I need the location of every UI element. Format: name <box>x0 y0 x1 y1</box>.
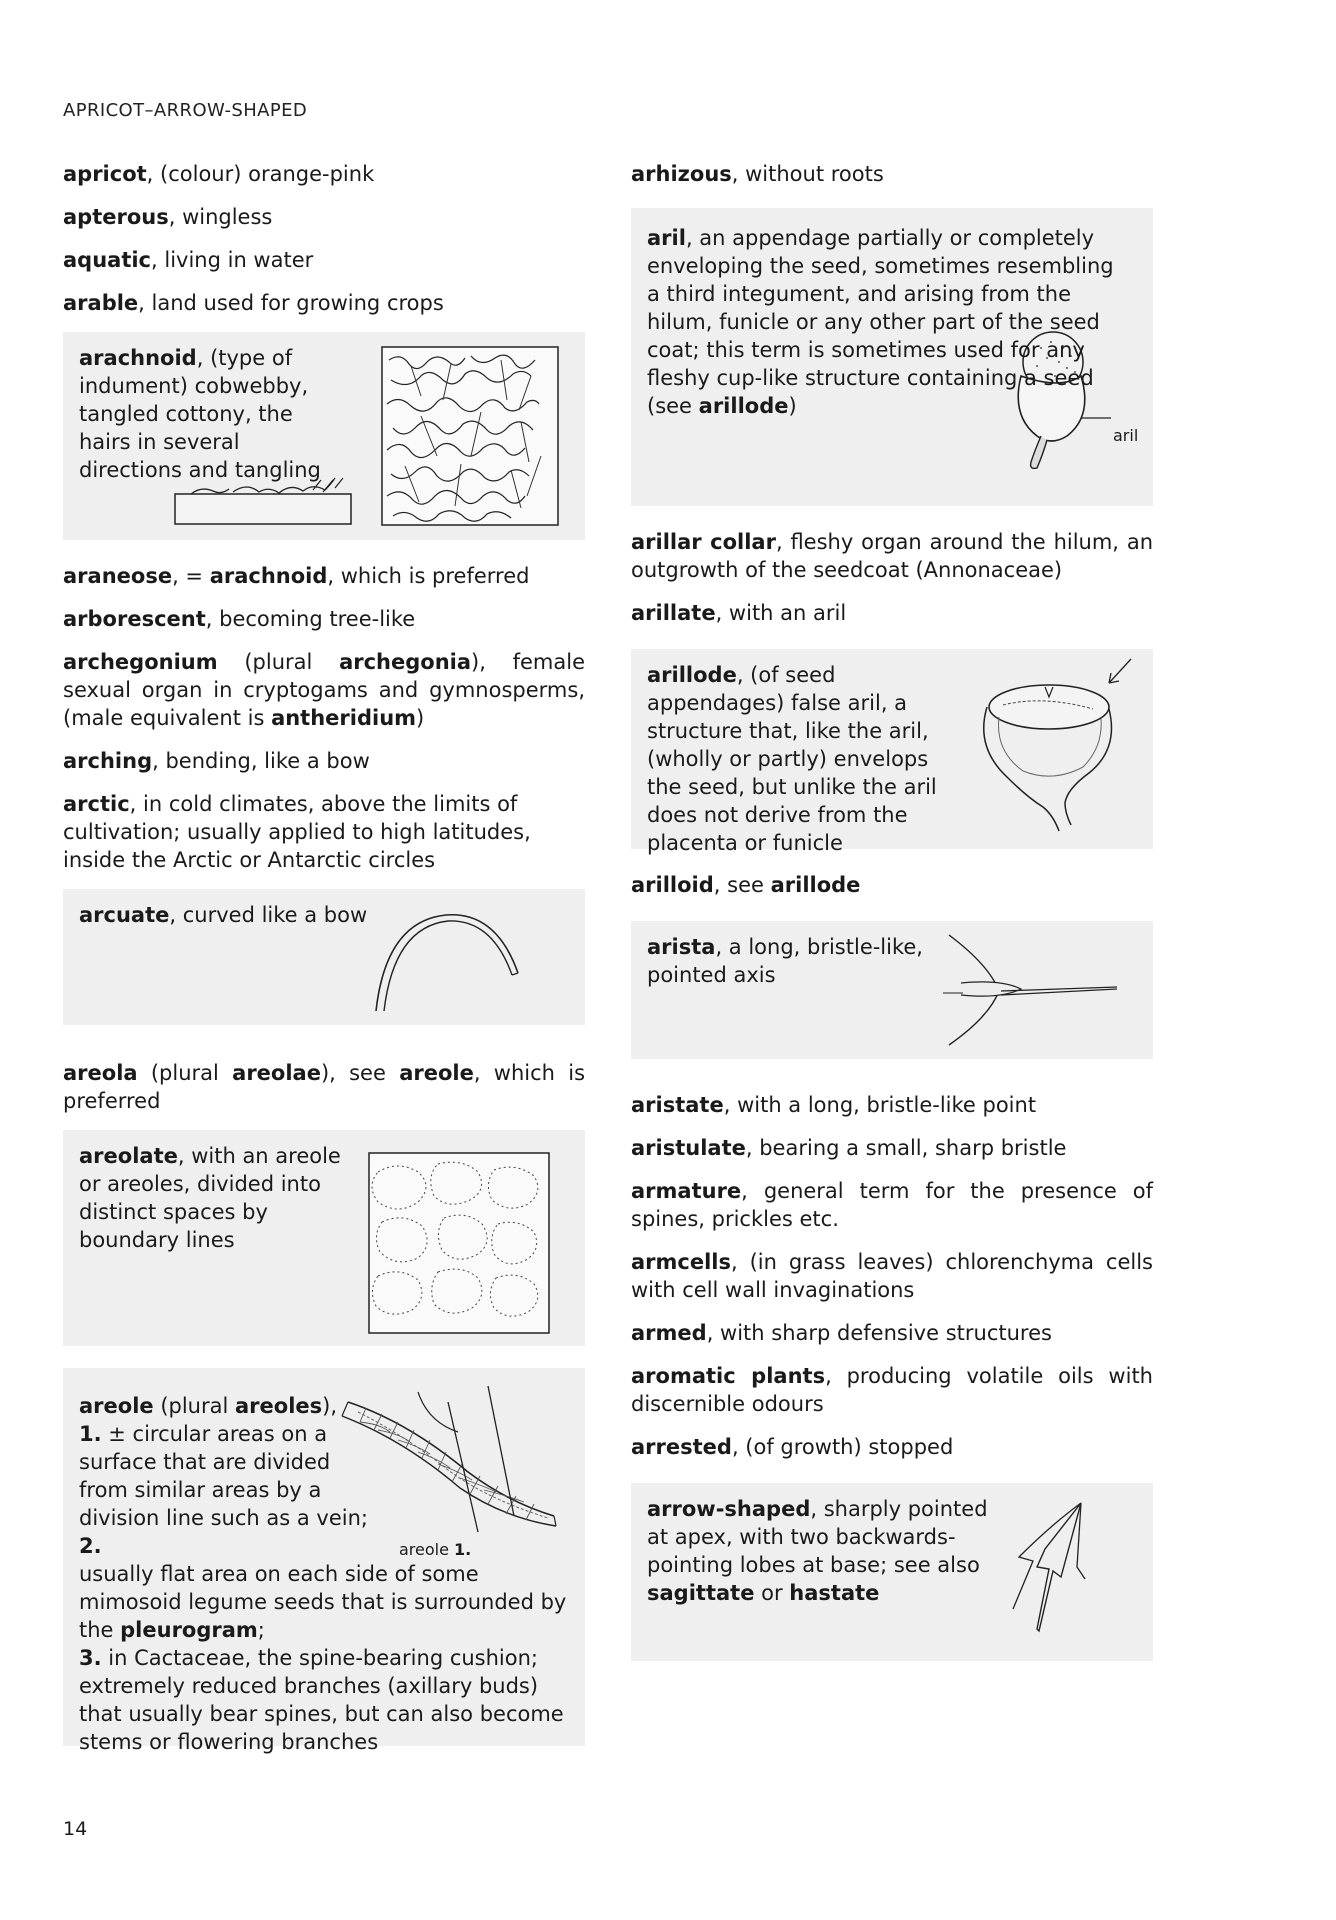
box-areolate: areolate, with an areole or areoles, divided into distinct spaces by boundary lines <box>63 1130 585 1346</box>
areolate-illustration <box>368 1152 550 1334</box>
box-arcuate: arcuate, curved like a bow <box>63 889 585 1025</box>
entry-armcells: armcells, (in grass leaves) chlorenchyma cells with cell wall invaginations <box>631 1250 1153 1302</box>
entry-arillar-collar: arillar collar, fleshy organ around the hilum, an outgrowth of the seedcoat (Annonaceae) <box>631 530 1154 582</box>
entry-aromatic-plants: aromatic plants, producing volatile oils with discernible odours <box>631 1364 1153 1416</box>
entry-arrested: arrested, (of growth) stopped <box>631 1435 954 1459</box>
arrow-shaped-illustration <box>993 1499 1093 1649</box>
entry-arillate: arillate, with an aril <box>631 601 847 625</box>
arachnoid-surface-illustration <box>381 346 559 526</box>
box-arillode: arillode, (of seed appendages) false aril, a structure that, like the aril, (wholly or partly) envelops the seed, but unlike the aril does not derive from the placenta or funicle <box>631 649 1153 849</box>
arcuate-illustration <box>368 903 528 1013</box>
entry-arching: arching, bending, like a bow <box>63 749 370 773</box>
arista-illustration <box>941 933 1121 1049</box>
entry-arilloid: arilloid, see arillode <box>631 873 861 897</box>
entry-aquatic: aquatic, living in water <box>63 248 314 272</box>
entry-armature: armature, general term for the presence of spines, prickles etc. <box>631 1179 1153 1231</box>
entry-arhizous: arhizous, without roots <box>631 162 884 186</box>
box-arrow-shaped: arrow-shaped, sharply pointed at apex, with two backwards-pointing lobes at base; see also sagittate or hastate <box>631 1483 1153 1661</box>
entry-aristulate: aristulate, bearing a small, sharp bristle <box>631 1136 1067 1160</box>
entry-araneose: araneose, = arachnoid, which is preferred <box>63 564 530 588</box>
box-arista: arista, a long, bristle-like, pointed axis <box>631 921 1153 1059</box>
entry-apricot: apricot, (colour) orange-pink <box>63 162 375 186</box>
box-aril: aril, an appendage partially or completely enveloping the seed, sometimes resembling a third integument, and arising from the hilum, funicle or any other part of the seed coat; this term is sometimes used for any fleshy cup-like structure containing a seed (see arillode) aril <box>631 208 1153 506</box>
running-head: APRICOT–ARROW-SHAPED <box>63 100 308 121</box>
left-column <box>63 160 585 1768</box>
entry-areola: areola (plural areolae), see areole, which is preferred <box>63 1061 586 1113</box>
entry-arctic: arctic, in cold climates, above the limits of cultivation; usually applied to high latitudes, inside the Arctic or Antarctic circles <box>63 792 531 872</box>
areole-figure-label: areole 1. <box>399 1540 472 1559</box>
entry-armed: armed, with sharp defensive structures <box>631 1321 1052 1345</box>
entry-archegonium: archegonium (plural archegonia), female sexual organ in cryptogams and gymnosperms, (male equivalent is antheridium) <box>63 650 585 730</box>
aril-figure-label: aril <box>1113 426 1139 445</box>
box-arachnoid: arachnoid, (type of indument) cobwebby, tangled cottony, the hairs in several directions and tangling <box>63 332 585 540</box>
arillode-illustration <box>963 655 1143 835</box>
entry-arborescent: arborescent, becoming tree-like <box>63 607 416 631</box>
entry-aristate: aristate, with a long, bristle-like point <box>631 1093 1037 1117</box>
right-column <box>631 160 1153 1683</box>
entry-arable: arable, land used for growing crops <box>63 291 444 315</box>
box-areole: areole (plural areoles), 1. ± circular areas on a surface that are divided from similar areas by a division line such as a vein; 2. usually flat area on each side of some mimosoid legume seeds that is surrounded by the pleurogram; 3. in Cactaceae, the spine-bearing cushion; extremely reduced branches (axillary buds) that usually bear spines, but can also become stems or flowering branches areole 1. <box>63 1368 585 1746</box>
entry-apterous: apterous, wingless <box>63 205 273 229</box>
page-number: 14 <box>63 1818 88 1840</box>
